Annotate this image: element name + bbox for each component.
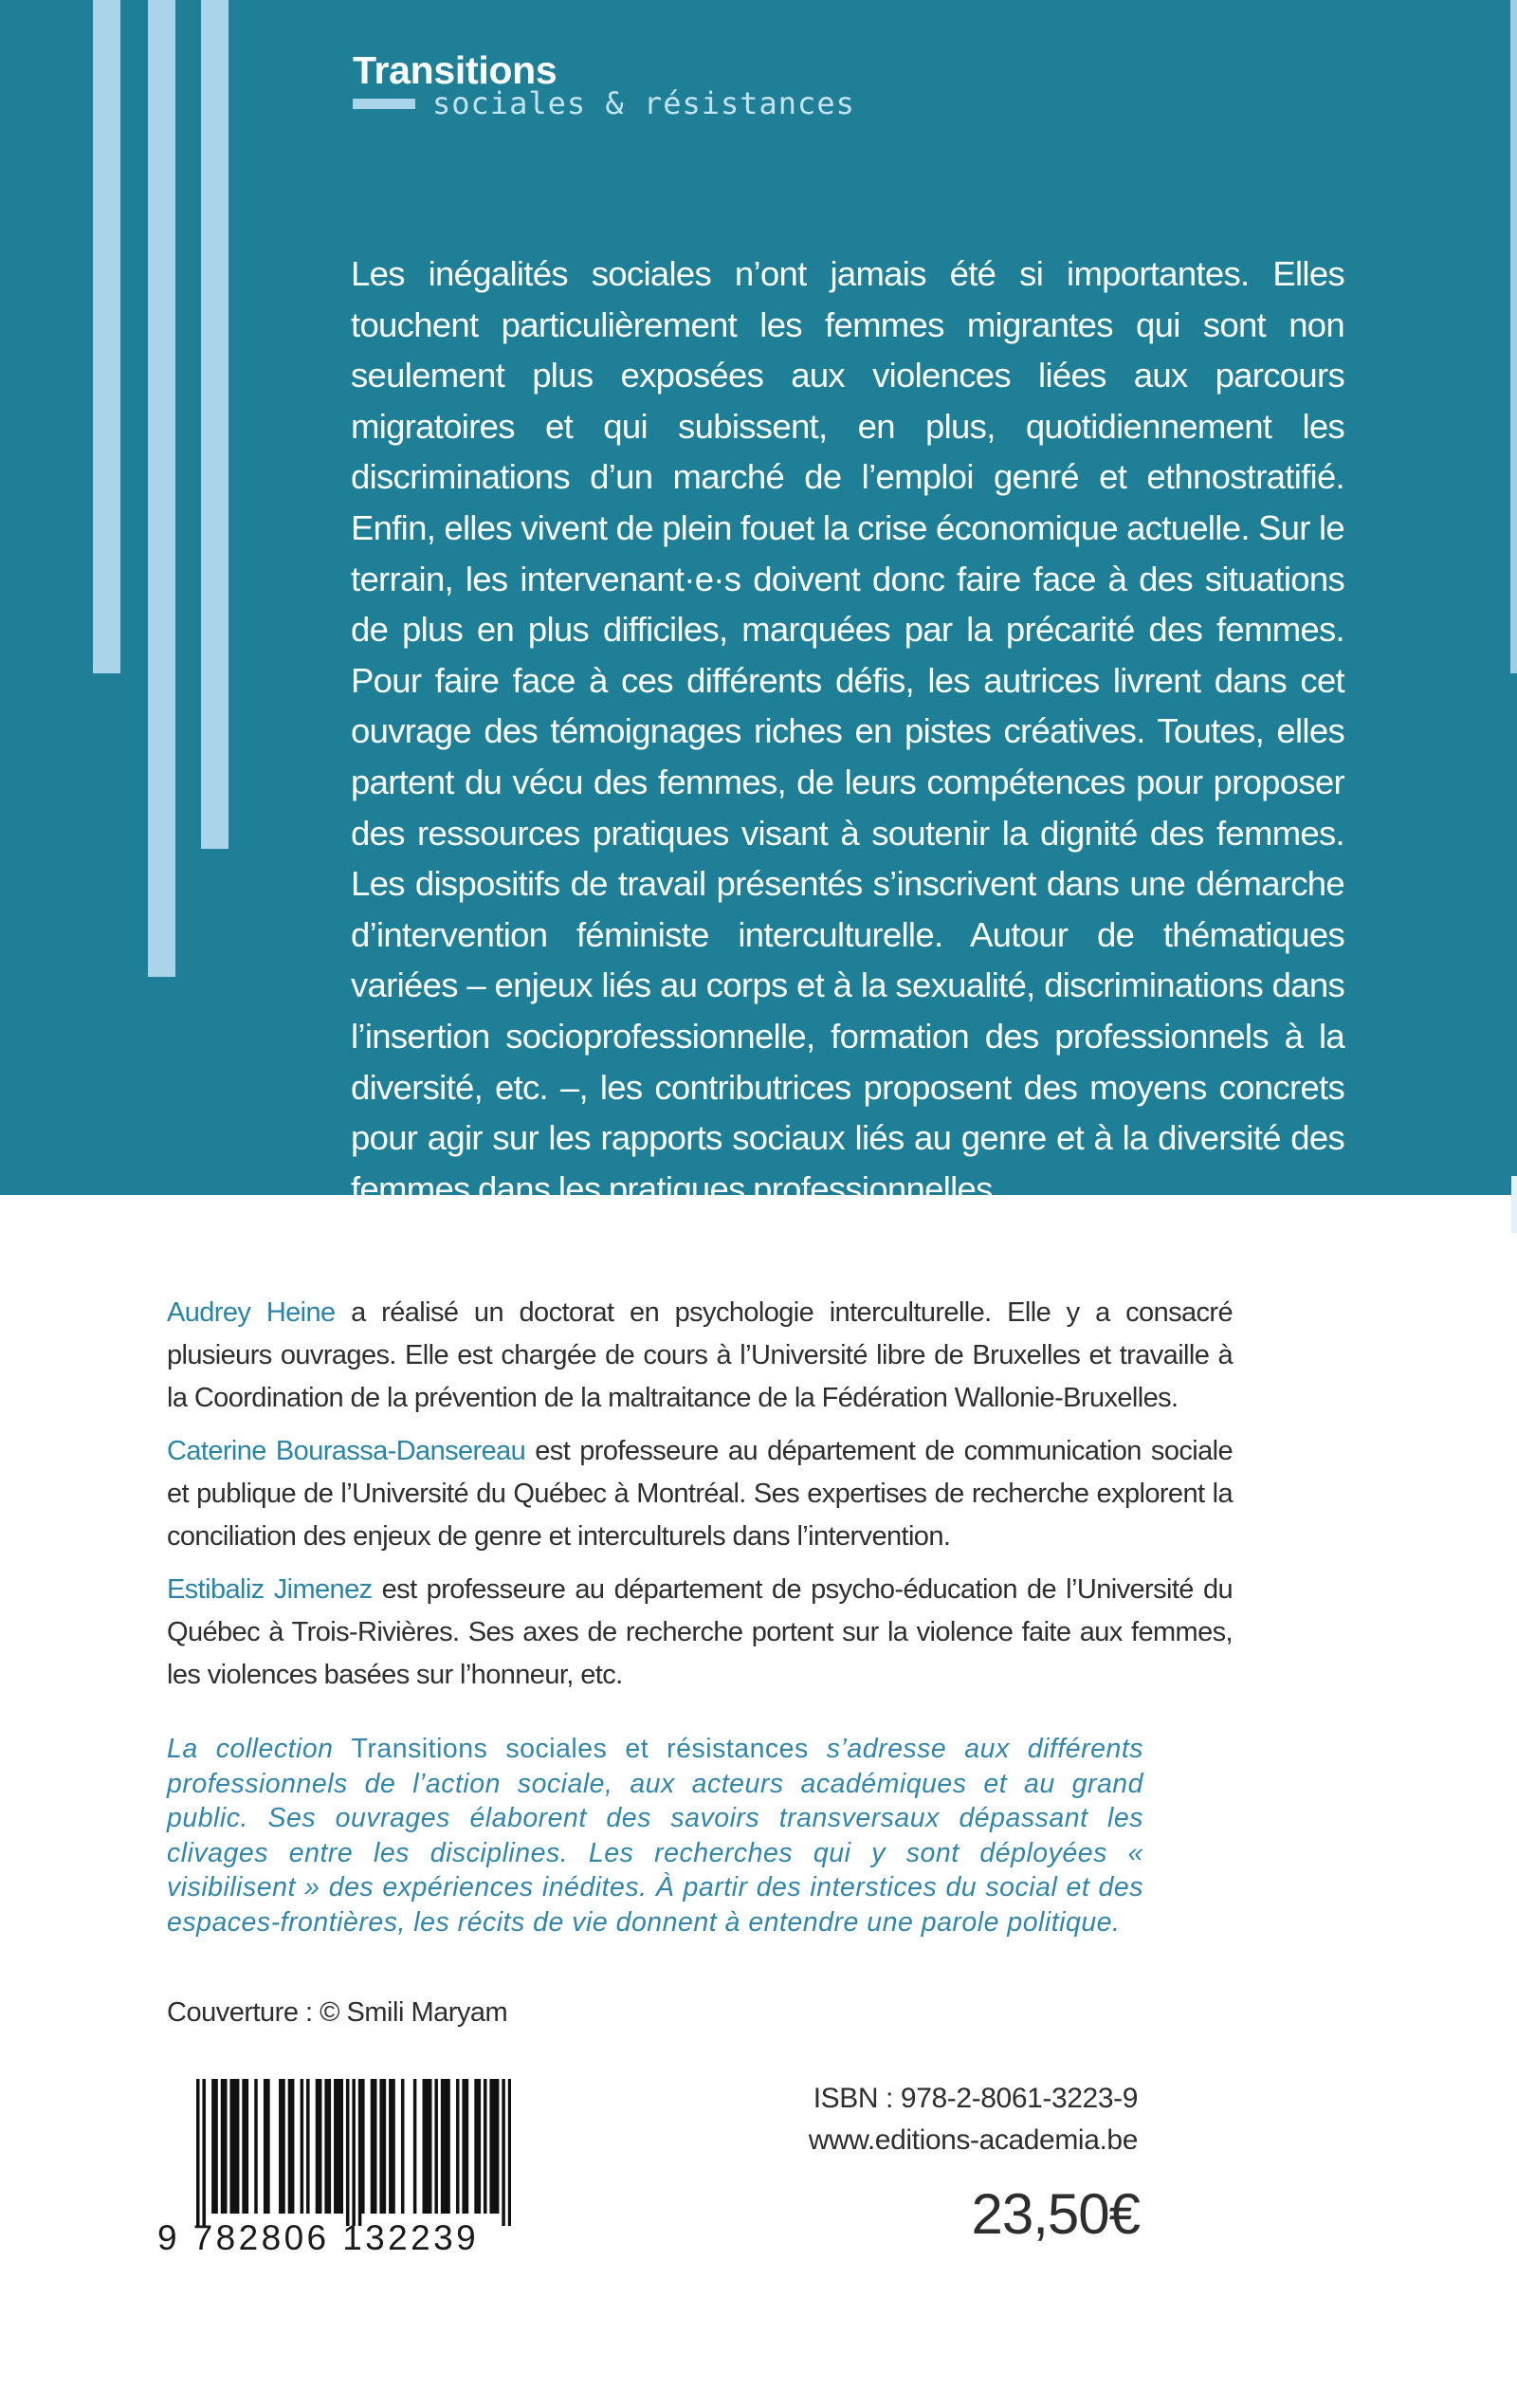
barcode-bar: [229, 2079, 233, 2214]
barcode-bar: [361, 2079, 365, 2214]
barcode-bar: [489, 2079, 493, 2214]
collection-text: s’adresse aux différents professionnels de l’action sociale, aux acteurs académiques et au grand public. Ses ouvrages élaborent des savoirs transversaux dépassant les clivages entre les disciplines. Les recherches qui y sont déployées « visibilisent » des expériences inédites. À partir des interstices du social et des espaces-frontières, les récits de vie donnent à entendre une parole politique.: [167, 1734, 1143, 1938]
barcode-bar: [493, 2079, 497, 2214]
barcode-bar: [282, 2079, 285, 2214]
barcode-bar: [441, 2079, 445, 2214]
author-bio-text: est professeure au département de psycho-éducation de l’Université du Québec à Trois-Rivières. Ses axes de recherche portent sur la violence faite aux femmes, les violences basées sur l’honneur, etc.: [167, 1574, 1233, 1690]
barcode-bar: [196, 2079, 200, 2226]
author-bios: [167, 1292, 1233, 1707]
author-name: Caterine Bourassa-Dansereau: [167, 1436, 526, 1466]
barcode-bar: [242, 2079, 246, 2214]
barcode-bar: [379, 2079, 383, 2214]
barcode-bar: [254, 2079, 258, 2214]
barcode-bar: [466, 2079, 469, 2214]
barcode-bar: [478, 2079, 482, 2214]
barcode-bar: [211, 2079, 215, 2214]
barcode-bar: [462, 2079, 466, 2214]
barcode-bar: [224, 2079, 228, 2214]
barcode-bar: [508, 2079, 511, 2226]
series-subtitle: sociales & résistances: [432, 85, 855, 121]
decorative-stripe: [93, 0, 120, 673]
barcode-bar: [371, 2079, 375, 2214]
barcode-bar: [319, 2079, 322, 2214]
author-name: Estibaliz Jimenez: [167, 1574, 373, 1605]
decorative-stripe: [1511, 1176, 1517, 1233]
barcode-bar: [324, 2079, 328, 2214]
isbn: ISBN : 978-2-8061-3223-9: [813, 2083, 1138, 2114]
barcode-bar: [444, 2079, 448, 2214]
back-cover-blurb: Les inégalités sociales n’ont jamais été si importantes. Elles touchent particulièrement les femmes migrantes qui sont non seulement plus exposées aux violences liées aux parcours migratoires et qui subissent, en plus, quotidiennement les discriminations d’un marché de l’emploi genré et ethnostratifié. Enfin, elles vivent de plein fouet la crise économique actuelle. Sur le terrain, les intervenant·e·s doivent donc faire face à des situations de plus en plus difficiles, marquées par la précarité des femmes. Pour faire face à ces différents défis, les autrices livrent dans cet ouvrage des témoignages riches en pistes créatives. Toutes, elles partent du vécu des femmes, de leurs compétences pour proposer des ressources pratiques visant à soutenir la dignité des femmes. Les dispositifs de travail présentés s’inscrivent dans une démarche d’intervention féministe interculturelle. Autour de thématiques variées – enjeux liés au corps et à la sexualité, discriminations dans l’insertion socioprofessionnelle, formation des professionnels à la diversité, etc. –, les contributrices proposent des moyens concrets pour agir sur les rapports sociaux liés au genre et à la diversité des femmes dans les pratiques professionnelles.: [351, 254, 1344, 1208]
barcode-bar: [340, 2079, 344, 2214]
barcode-bar: [413, 2079, 417, 2214]
barcode-bar: [502, 2079, 505, 2226]
barcode-bar: [423, 2079, 427, 2214]
author-bio-text: est professeure au département de communication sociale et publique de l’Université du Québec à Montréal. Ses expertises de recherche explorent la conciliation des enjeux de genre et interculturels dans l’intervention.: [167, 1436, 1233, 1552]
barcode-bar: [334, 2079, 338, 2214]
publisher-website: www.editions-academia.be: [808, 2124, 1138, 2156]
collection-description: [167, 1732, 1143, 1940]
barcode-bar: [288, 2079, 292, 2214]
barcode-bar: [352, 2079, 356, 2226]
cover-credit: Couverture : © Smili Maryam: [167, 1997, 508, 2028]
barcode-bar: [496, 2079, 500, 2214]
barcode-digits: 9 782806 132239: [157, 2218, 480, 2257]
series-title: Transitions: [353, 48, 557, 92]
price: 23,50€: [971, 2182, 1140, 2246]
collection-name: Transitions sociales et résistances: [351, 1734, 809, 1764]
author-bio-text: a réalisé un doctorat en psychologie interculturelle. Elle y a consacré plusieurs ouvrages. Elle est chargée de cours à l’Université libre de Bruxelles et travaille à la Coordination de la prévention de la maltraitance de la Fédération Wallonie-Bruxelles.: [167, 1297, 1234, 1413]
barcode-bar: [328, 2079, 332, 2214]
barcode-bar: [389, 2079, 393, 2214]
barcode-bar: [233, 2079, 237, 2214]
barcode-bar: [202, 2079, 206, 2226]
author-name: Audrey Heine: [167, 1297, 336, 1328]
barcode-bar: [266, 2079, 270, 2214]
barcode-bar: [474, 2079, 478, 2214]
barcode-bar: [401, 2079, 405, 2214]
decorative-stripe: [148, 0, 175, 977]
barcode-bar: [434, 2079, 438, 2214]
decorative-stripe: [1510, 0, 1517, 673]
author-bio: [167, 1292, 1233, 1420]
barcode-bar: [383, 2079, 387, 2214]
series-logo: [353, 47, 855, 121]
barcode-bar: [429, 2079, 432, 2214]
barcode-bar: [456, 2079, 460, 2214]
barcode-bar: [279, 2079, 283, 2214]
barcode-bar: [346, 2079, 350, 2226]
barcode-bar: [301, 2079, 304, 2214]
barcode-bar: [374, 2079, 377, 2214]
barcode-bar: [214, 2079, 218, 2214]
barcode-bar: [246, 2079, 249, 2214]
barcode: [196, 2079, 511, 2226]
series-bar: [353, 99, 415, 109]
barcode-bar: [221, 2079, 225, 2214]
barcode-bar: [306, 2079, 310, 2214]
barcode-bar: [392, 2079, 395, 2214]
author-bio: [167, 1430, 1233, 1558]
author-bio: [167, 1569, 1233, 1697]
barcode-bar: [264, 2079, 267, 2214]
barcode-bar: [291, 2079, 295, 2214]
barcode-bar: [236, 2079, 240, 2214]
barcode-bar: [316, 2079, 320, 2214]
decorative-stripe: [201, 0, 228, 849]
barcode-bar: [358, 2079, 362, 2226]
barcode-bar: [337, 2079, 340, 2214]
barcode-bar: [426, 2079, 430, 2214]
collection-intro: La collection: [167, 1734, 352, 1764]
barcode-bar: [484, 2079, 487, 2214]
barcode-bar: [447, 2079, 450, 2214]
